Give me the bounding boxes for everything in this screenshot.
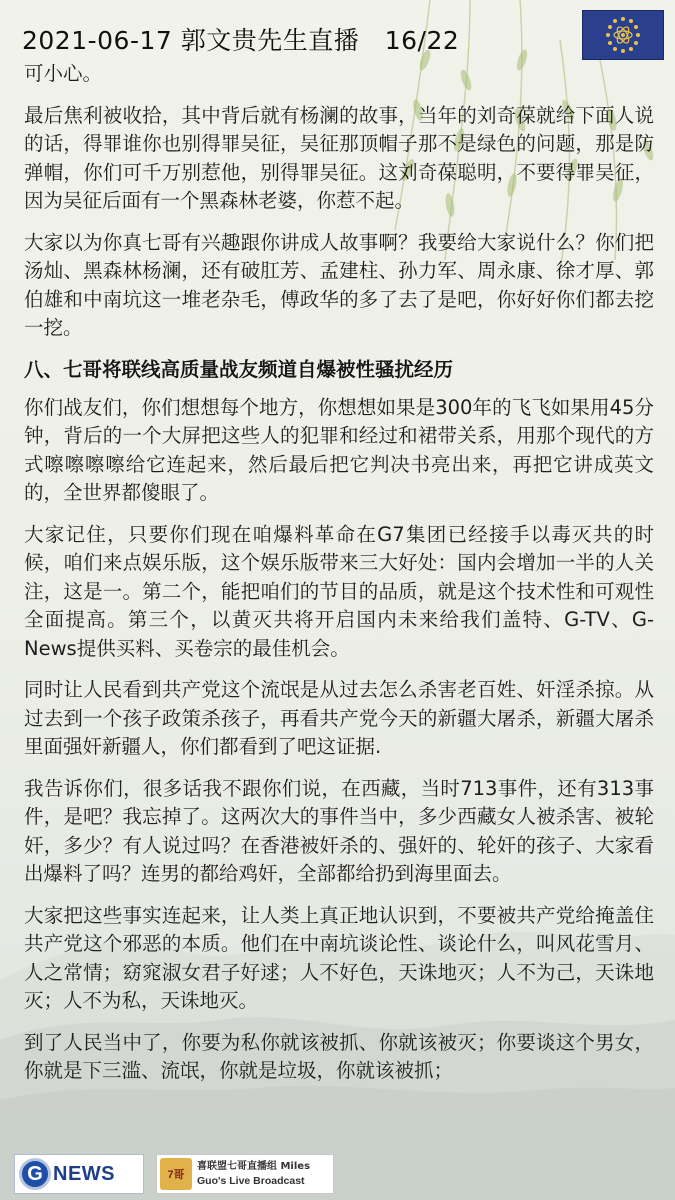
gnews-label: NEWS xyxy=(53,1163,115,1185)
article-body xyxy=(24,60,654,1099)
gnews-mark-icon: G xyxy=(19,1158,51,1190)
paragraph: 大家把这些事实连起来，让人类上真正地认识到，不要被共产党给掩盖住共产党这个邪恶的本质。他们在中南坑谈论性、谈论什么，叫风花雪月、人之常情；窈窕淑女君子好逑；人不好色，天诛地灭；人不为己，天诛地灭；人不为私，天诛地灭。 xyxy=(24,903,654,1012)
broadcast-logo xyxy=(156,1154,334,1194)
broadcast-logo-text: 7哥 xyxy=(167,1169,185,1181)
broadcast-mark-icon xyxy=(160,1158,192,1190)
paragraph: 大家记住，只要你们现在咱爆料革命在G7集团已经接手以毒灭共的时候，咱们来点娱乐版，这个娱乐版带来三大好处：国内会增加一半的人关注，这是一。第二个，能把咱们的节目的品质，就是这个技术性和可观性全面提高。第三个，以黄灭共将开启国内未来给我们盖特、G-TV、G-News提供买料、买卷宗的最佳机会。 xyxy=(24,522,654,660)
paragraph: 到了人民当中了，你要为私你就该被抓、你就该被灭；你要谈这个男女，你就是下三滥、流氓，你就是垃圾，你就该被抓； xyxy=(24,1030,654,1082)
paragraph: 我告诉你们，很多话我不跟你们说，在西藏，当时713事件，还有313事件，是吧？我忘掉了。这两次大的事件当中，多少西藏女人被杀害、被轮奸，多少？有人说过吗？在香港被奸杀的、强奸的、轮奸的孩子、大家看出爆料了吗？连男的都给鸡奸，全部都给扔到海里面去。 xyxy=(24,776,654,885)
flag-emblem xyxy=(582,10,664,60)
paragraph: 最后焦利被收拾，其中背后就有杨澜的故事，当年的刘奇葆就给下面人说的话，得罪谁你也别得罪吴征，吴征那顶帽子那不是绿色的问题，那是防弹帽，你们可千万别惹他，别得罪吴征。这刘奇葆聪明，不要得罪吴征，因为吴征后面有一个黑森林老婆，你惹不起。 xyxy=(24,103,654,212)
paragraph: 可小心。 xyxy=(24,62,103,85)
paragraph: 大家以为你真七哥有兴趣跟你讲成人故事啊？我要给大家说什么？你们把汤灿、黑森林杨澜，还有破肛芳、孟建柱、孙力军、周永康、徐才厚、郭伯雄和中南坑这一堆老杂毛，傅政华的多了去了是吧，你好好你们都去挖一挖。 xyxy=(24,230,654,339)
federal-state-emblem-icon xyxy=(583,11,663,59)
header xyxy=(0,0,675,64)
page-title: 2021-06-17 郭文贵先生直播 16/22 xyxy=(22,26,460,55)
paragraph: 同时让人民看到共产党这个流氓是从过去怎么杀害老百姓、奸淫杀掠。从过去到一个孩子政策杀孩子，再看共产党今天的新疆大屠杀，新疆大屠杀里面强奸新疆人，你们都看到了吧这证据. xyxy=(24,678,654,758)
broadcast-label-en: Guo's Live Broadcast xyxy=(197,1175,305,1187)
gnews-logo xyxy=(14,1154,144,1194)
paragraph: 你们战友们，你们想想每个地方，你想想如果是300年的飞飞如果用45分钟，背后的一个大屏把这些人的犯罪和经过和裙带关系，用那个现代的方式嚓嚓嚓嚓给它连起来，然后最后把它判决书亮出来，再把它讲成英文的，全世界都傻眼了。 xyxy=(24,395,654,504)
footer xyxy=(0,1148,675,1200)
section-heading: 八、七哥将联线高质量战友频道自爆被性骚扰经历 xyxy=(24,357,454,381)
broadcast-label-cn: 喜联盟七哥直播组 Miles xyxy=(197,1161,311,1172)
